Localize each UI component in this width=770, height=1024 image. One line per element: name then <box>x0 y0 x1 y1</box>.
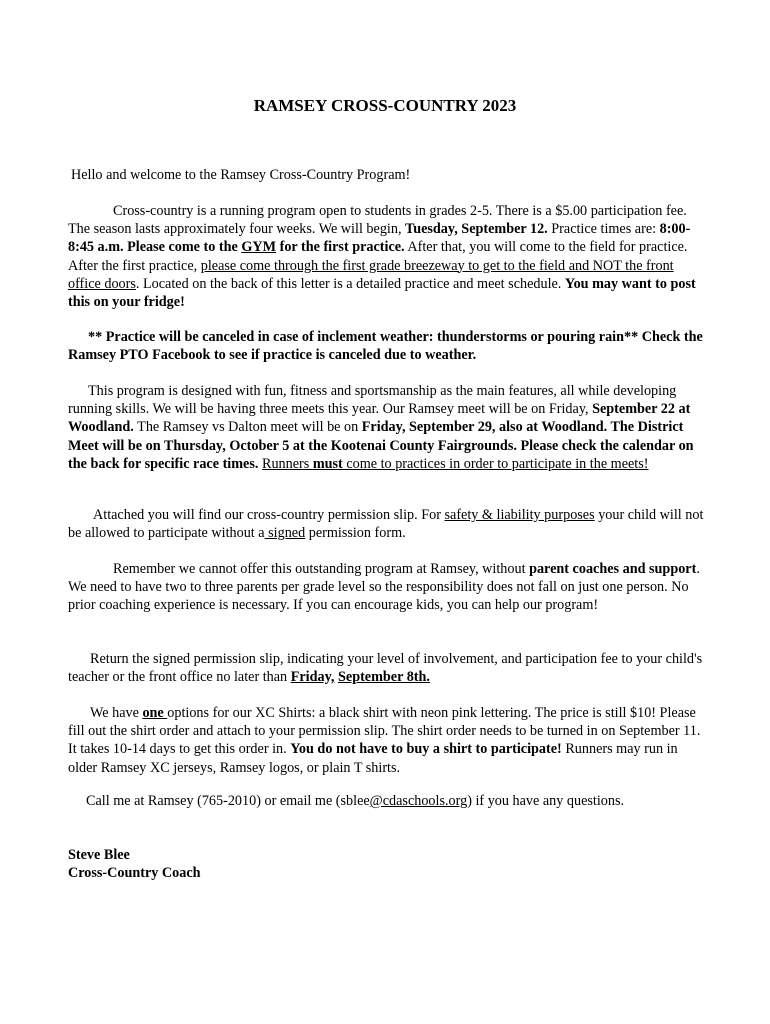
email-link[interactable]: @cdaschools.org <box>369 793 468 809</box>
contact-text-1: Call me at Ramsey (765-2010) or email me (sblee <box>86 793 370 809</box>
permission-text-2: your child will not be allowed to participate without a <box>68 507 704 542</box>
meet-schedule: Friday, September 29, also at Woodland. The District Meet will be on Thursday, October 5 at the Kootenai County Fairgrounds. Please check the calendar on the back for specific race times. <box>68 419 694 472</box>
contact-paragraph <box>68 792 708 810</box>
meets-text-2: The Ramsey vs Dalton meet will be on <box>133 419 362 436</box>
practice-times: 8:00-8:45 a.m. Please come to the <box>68 221 691 256</box>
shirt-optional-note: You do not have to buy a shirt to participate! <box>290 741 562 758</box>
gym-location: GYM <box>241 239 277 256</box>
signature-name: Steve Blee <box>68 847 130 863</box>
weather-notice-text: ** Practice will be canceled in case of inclement weather: thunderstorms or pouring rain** Check the Ramsey PTO Facebook to see if practice is canceled due to weather. <box>68 329 703 364</box>
shirts-text-2: options for our XC Shirts: a black shirt with neon pink lettering. The price is still $10! Please fill out the shirt order and attach to your permission slip. The shirt order needs to be turned in on September 11. It takes 10-14 days to get this order in. <box>68 705 701 758</box>
parent-coaches-paragraph <box>68 560 708 615</box>
meets-text-1: This program is designed with fun, fitness and sportsmanship as the main features, all while developing running skills. We will be having three meets this year. Our Ramsey meet will be on Friday, <box>68 383 677 418</box>
intro-text-1: Cross-country is a running program open to students in grades 2-5. There is a $5.00 participation fee. The season lasts approximately four weeks. We will begin, <box>68 203 687 238</box>
shirts-paragraph <box>68 704 708 777</box>
safety-liability: safety & liability purposes <box>444 507 595 523</box>
intro-text-2: Practice times are: <box>547 221 660 238</box>
signed-emphasis: signed <box>264 525 306 542</box>
page-title: RAMSEY CROSS-COUNTRY 2023 <box>253 96 517 115</box>
greeting: Hello and welcome to the Ramsey Cross-Country Program! <box>71 167 411 183</box>
intro-text-4: . Located on the back of this letter is a detailed practice and meet schedule. <box>135 275 565 292</box>
permission-text-3: permission form. <box>305 525 406 542</box>
deadline-date: September 8th. <box>338 669 430 686</box>
shirts-text-1: We have <box>90 705 143 721</box>
runners-must-emphasis: must <box>312 455 343 472</box>
intro-text-3: After that, you will come to the field for practice. After the first practice, <box>68 239 688 274</box>
deadline-day: Friday, <box>290 669 335 686</box>
intro-paragraph <box>68 202 708 311</box>
contact-text-2: ) if you have any questions. <box>467 793 625 809</box>
return-slip-paragraph <box>68 650 708 686</box>
breezeway-instruction: please come through the first grade breezeway to get to the field and NOT the front office doors <box>68 257 674 292</box>
meets-paragraph <box>68 382 708 473</box>
fridge-note: You may want to post this on your fridge! <box>68 275 696 311</box>
first-practice-note: for the first practice. <box>276 239 405 256</box>
shirts-text-3: Runners may run in older Ramsey XC jerseys, Ramsey logos, or plain T shirts. <box>68 741 678 776</box>
one-emphasis: one <box>142 705 168 721</box>
permission-paragraph <box>68 506 708 542</box>
weather-notice <box>68 328 708 364</box>
runners-must-2: come to practices in order to participate in the meets! <box>342 455 649 472</box>
coaches-text-1: Remember we cannot offer this outstanding program at Ramsey, without <box>113 561 530 577</box>
start-date: Tuesday, September 12. <box>405 221 548 238</box>
runners-must-1: Runners <box>261 455 313 472</box>
coaches-text-2: . We need to have two to three parents per grade level so the responsibility does not fall on just one person. No prior coaching experience is necessary. If you can encourage kids, you can help our program! <box>68 561 700 614</box>
permission-text-1: Attached you will find our cross-country permission slip. For <box>93 507 445 523</box>
ramsey-meet-date: September 22 at Woodland. <box>68 401 691 436</box>
parent-coaches-support: parent coaches and support <box>529 561 697 577</box>
return-text-1: Return the signed permission slip, indicating your level of involvement, and participation fee to your child's teacher or the front office no later than <box>68 651 703 686</box>
signature-role: Cross-Country Coach <box>68 865 201 881</box>
